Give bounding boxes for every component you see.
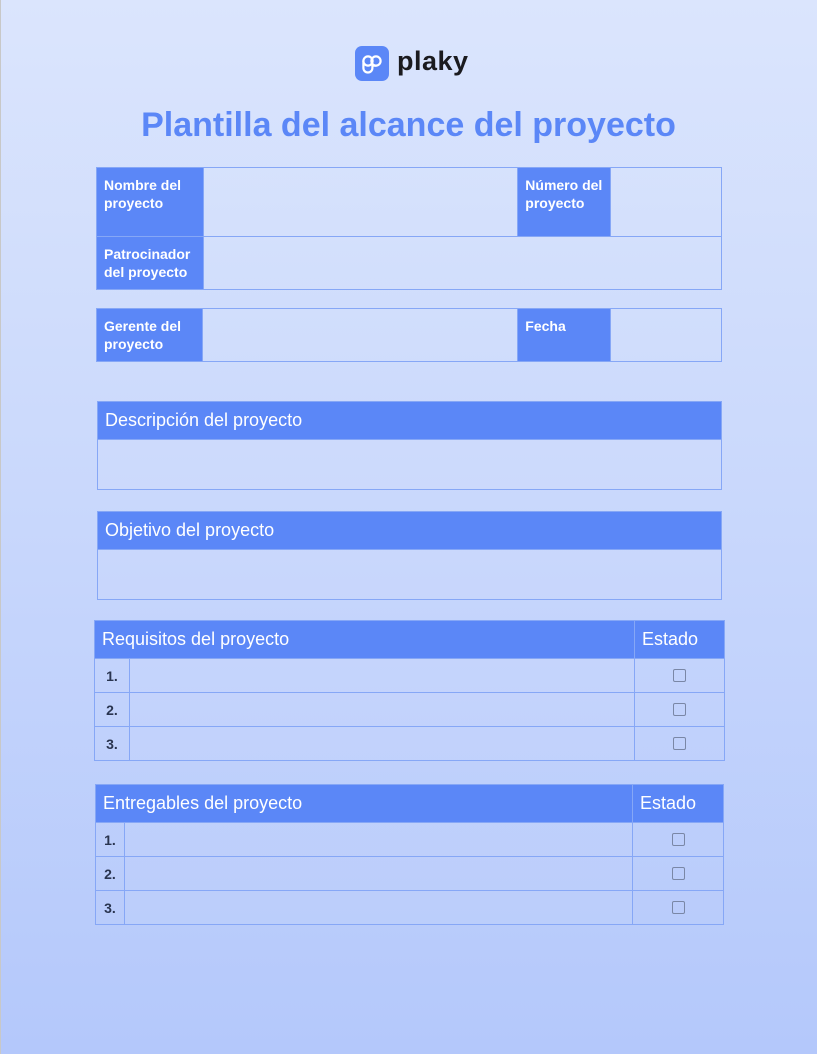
requirement-field[interactable] [129,727,634,761]
deliverable-field[interactable] [124,823,632,857]
requirements-status-header: Estado [635,621,725,659]
project-name-field[interactable] [203,168,517,237]
project-info-table [96,167,722,290]
manager-label: Gerente del proyecto [97,309,203,362]
project-number-field[interactable] [611,168,722,237]
description-header: Descripción del proyecto [98,402,722,440]
requirements-header: Requisitos del proyecto [95,621,635,659]
row-number: 3. [96,891,125,925]
project-name-label: Nombre del proyecto [97,168,204,237]
table-row [96,823,724,857]
requirement-field[interactable] [129,659,634,693]
sponsor-field[interactable] [203,237,721,290]
deliverable-field[interactable] [124,857,632,891]
deliverable-field[interactable] [124,891,632,925]
project-number-label: Número del proyecto [518,168,611,237]
row-number: 2. [95,693,130,727]
status-checkbox[interactable] [673,669,686,682]
table-row [95,727,725,761]
description-section [97,401,722,490]
table-row [95,693,725,727]
row-number: 2. [96,857,125,891]
description-field[interactable] [98,440,722,490]
date-field[interactable] [611,309,722,362]
row-number: 1. [95,659,130,693]
deliverables-table [95,784,724,925]
brand-logo [355,46,469,81]
table-row [95,659,725,693]
status-checkbox[interactable] [672,833,685,846]
row-number: 3. [95,727,130,761]
objective-section [97,511,722,600]
status-checkbox[interactable] [672,867,685,880]
table-row [96,891,724,925]
requirement-field[interactable] [129,693,634,727]
status-checkbox[interactable] [673,703,686,716]
objective-header: Objetivo del proyecto [98,512,722,550]
date-label: Fecha [518,309,611,362]
objective-field[interactable] [98,550,722,600]
brand-name: plaky [397,46,469,76]
table-row [96,857,724,891]
plaky-logo-icon [355,46,389,81]
deliverables-header: Entregables del proyecto [96,785,633,823]
requirements-table [94,620,725,761]
status-checkbox[interactable] [673,737,686,750]
status-checkbox[interactable] [672,901,685,914]
manager-field[interactable] [202,309,517,362]
manager-date-table [96,308,722,362]
deliverables-status-header: Estado [633,785,724,823]
sponsor-label: Patrocinador del proyecto [97,237,204,290]
row-number: 1. [96,823,125,857]
page-title: Plantilla del alcance del proyecto [141,106,676,144]
page-edge [0,0,1,1054]
